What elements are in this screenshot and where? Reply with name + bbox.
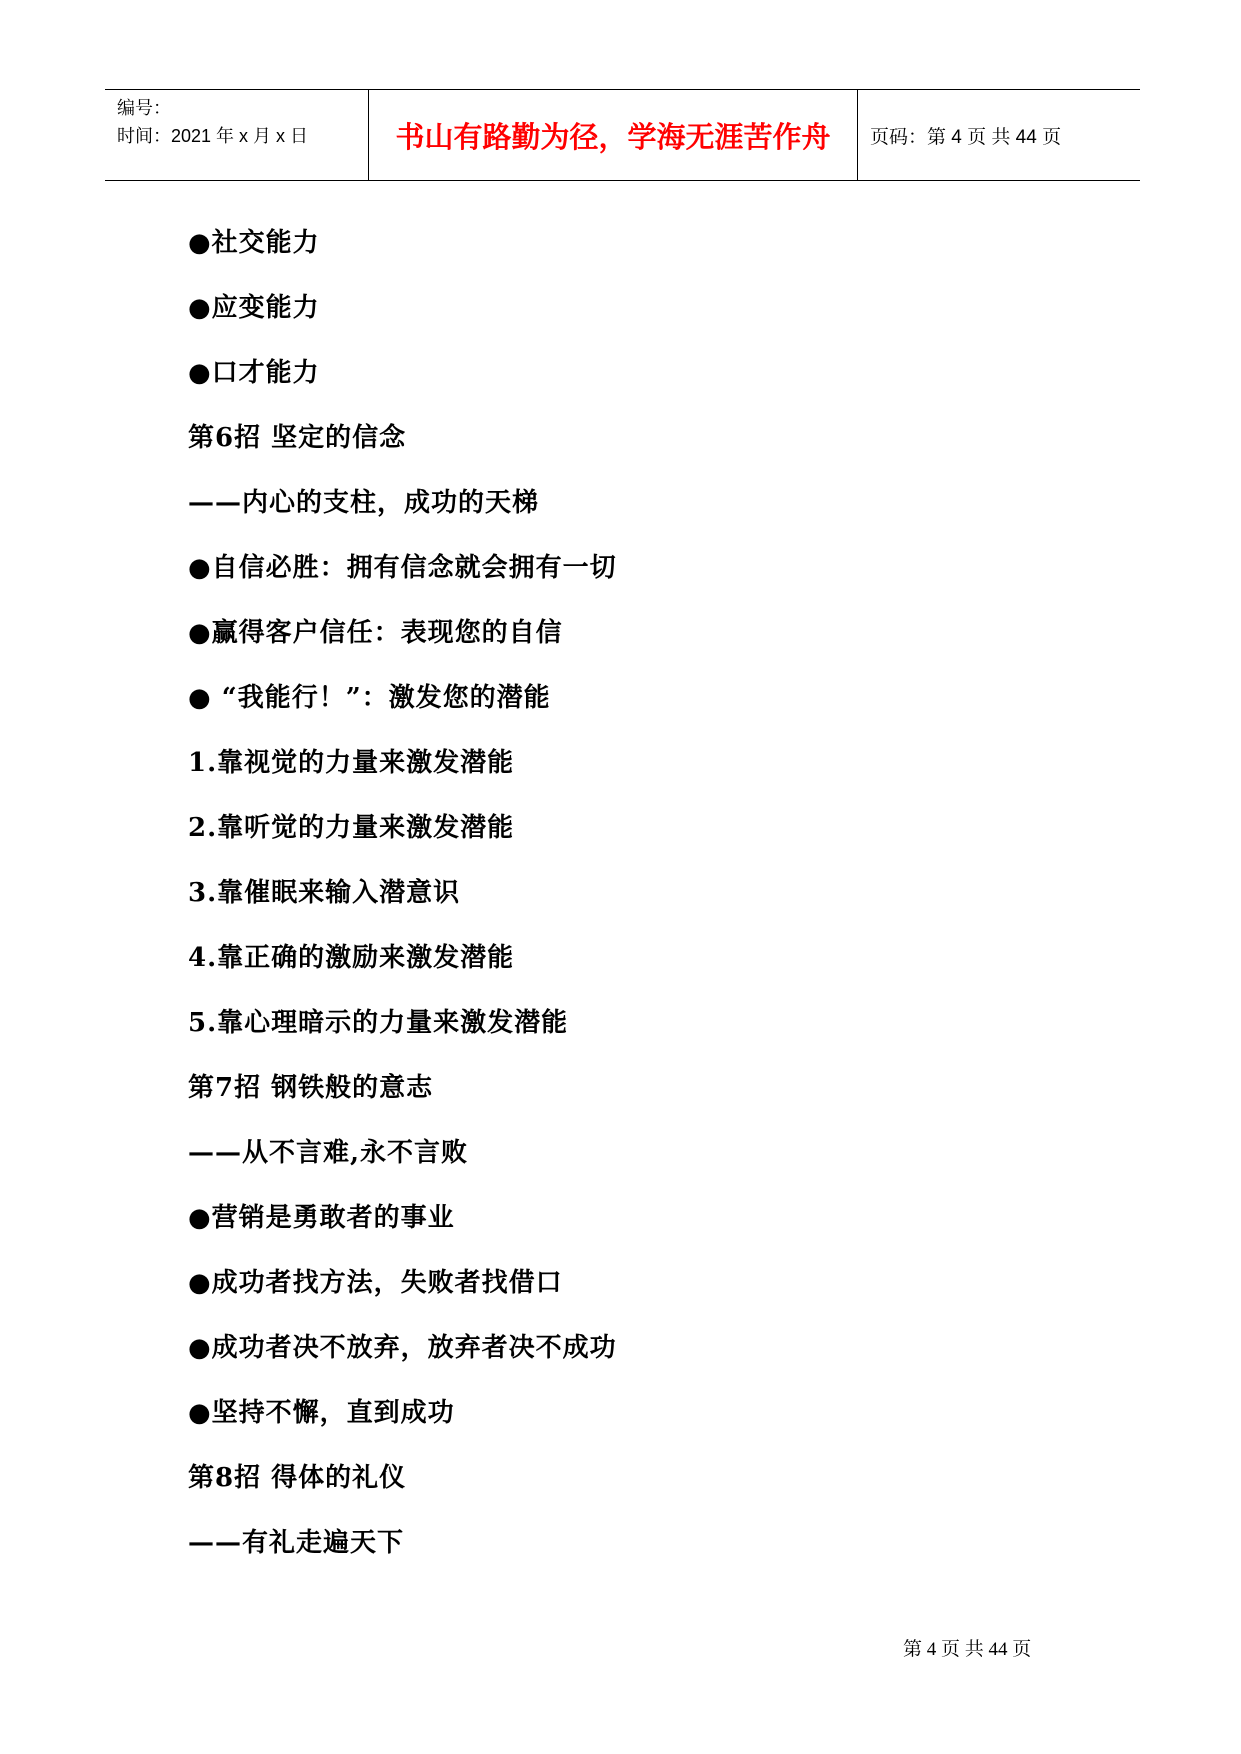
numbered-item: 4.靠正确的激励来激发潜能 bbox=[188, 943, 515, 973]
section-subtitle: ——内心的支柱，成功的天梯 bbox=[188, 488, 540, 518]
page-header bbox=[105, 89, 1140, 181]
numbered-item: 3.靠催眠来输入潜意识 bbox=[188, 878, 461, 908]
list-item: ●成功者决不放弃，放弃者决不成功 bbox=[188, 1333, 617, 1363]
section-heading: 第7招 钢铁般的意志 bbox=[188, 1073, 434, 1103]
list-item: ●自信必胜：拥有信念就会拥有一切 bbox=[188, 553, 617, 583]
list-item: ●赢得客户信任：表现您的自信 bbox=[188, 618, 563, 648]
list-item: ●社交能力 bbox=[188, 228, 320, 258]
section-subtitle: ——从不言难,永不言败 bbox=[188, 1138, 469, 1168]
section-heading: 第8招 得体的礼仪 bbox=[188, 1463, 407, 1493]
numbered-item: 1.靠视觉的力量来激发潜能 bbox=[188, 748, 515, 778]
list-item: ●口才能力 bbox=[188, 358, 320, 388]
header-motto: 书山有路勤为径，学海无涯苦作舟 bbox=[368, 90, 858, 180]
document-body bbox=[188, 211, 1088, 1576]
list-item: ●应变能力 bbox=[188, 293, 320, 323]
list-item: ●坚持不懈，直到成功 bbox=[188, 1398, 455, 1428]
document-date-label: 时间：2021 年 x 月 x 日 bbox=[117, 126, 309, 146]
numbered-item: 2.靠听觉的力量来激发潜能 bbox=[188, 813, 515, 843]
section-heading: 第6招 坚定的信念 bbox=[188, 423, 407, 453]
list-item: ●成功者找方法，失败者找借口 bbox=[188, 1268, 563, 1298]
header-meta-cell bbox=[105, 90, 368, 180]
document-number-label: 编号： bbox=[117, 98, 171, 118]
section-subtitle: ——有礼走遍天下 bbox=[188, 1528, 405, 1558]
page-footer: 第 4 页 共 44 页 bbox=[903, 1639, 1032, 1660]
list-item: ●营销是勇敢者的事业 bbox=[188, 1203, 455, 1233]
numbered-item: 5.靠心理暗示的力量来激发潜能 bbox=[188, 1008, 569, 1038]
header-page-info: 页码：第 4 页 共 44 页 bbox=[870, 126, 1062, 148]
list-item: ● “我能行！”：激发您的潜能 bbox=[188, 683, 551, 713]
